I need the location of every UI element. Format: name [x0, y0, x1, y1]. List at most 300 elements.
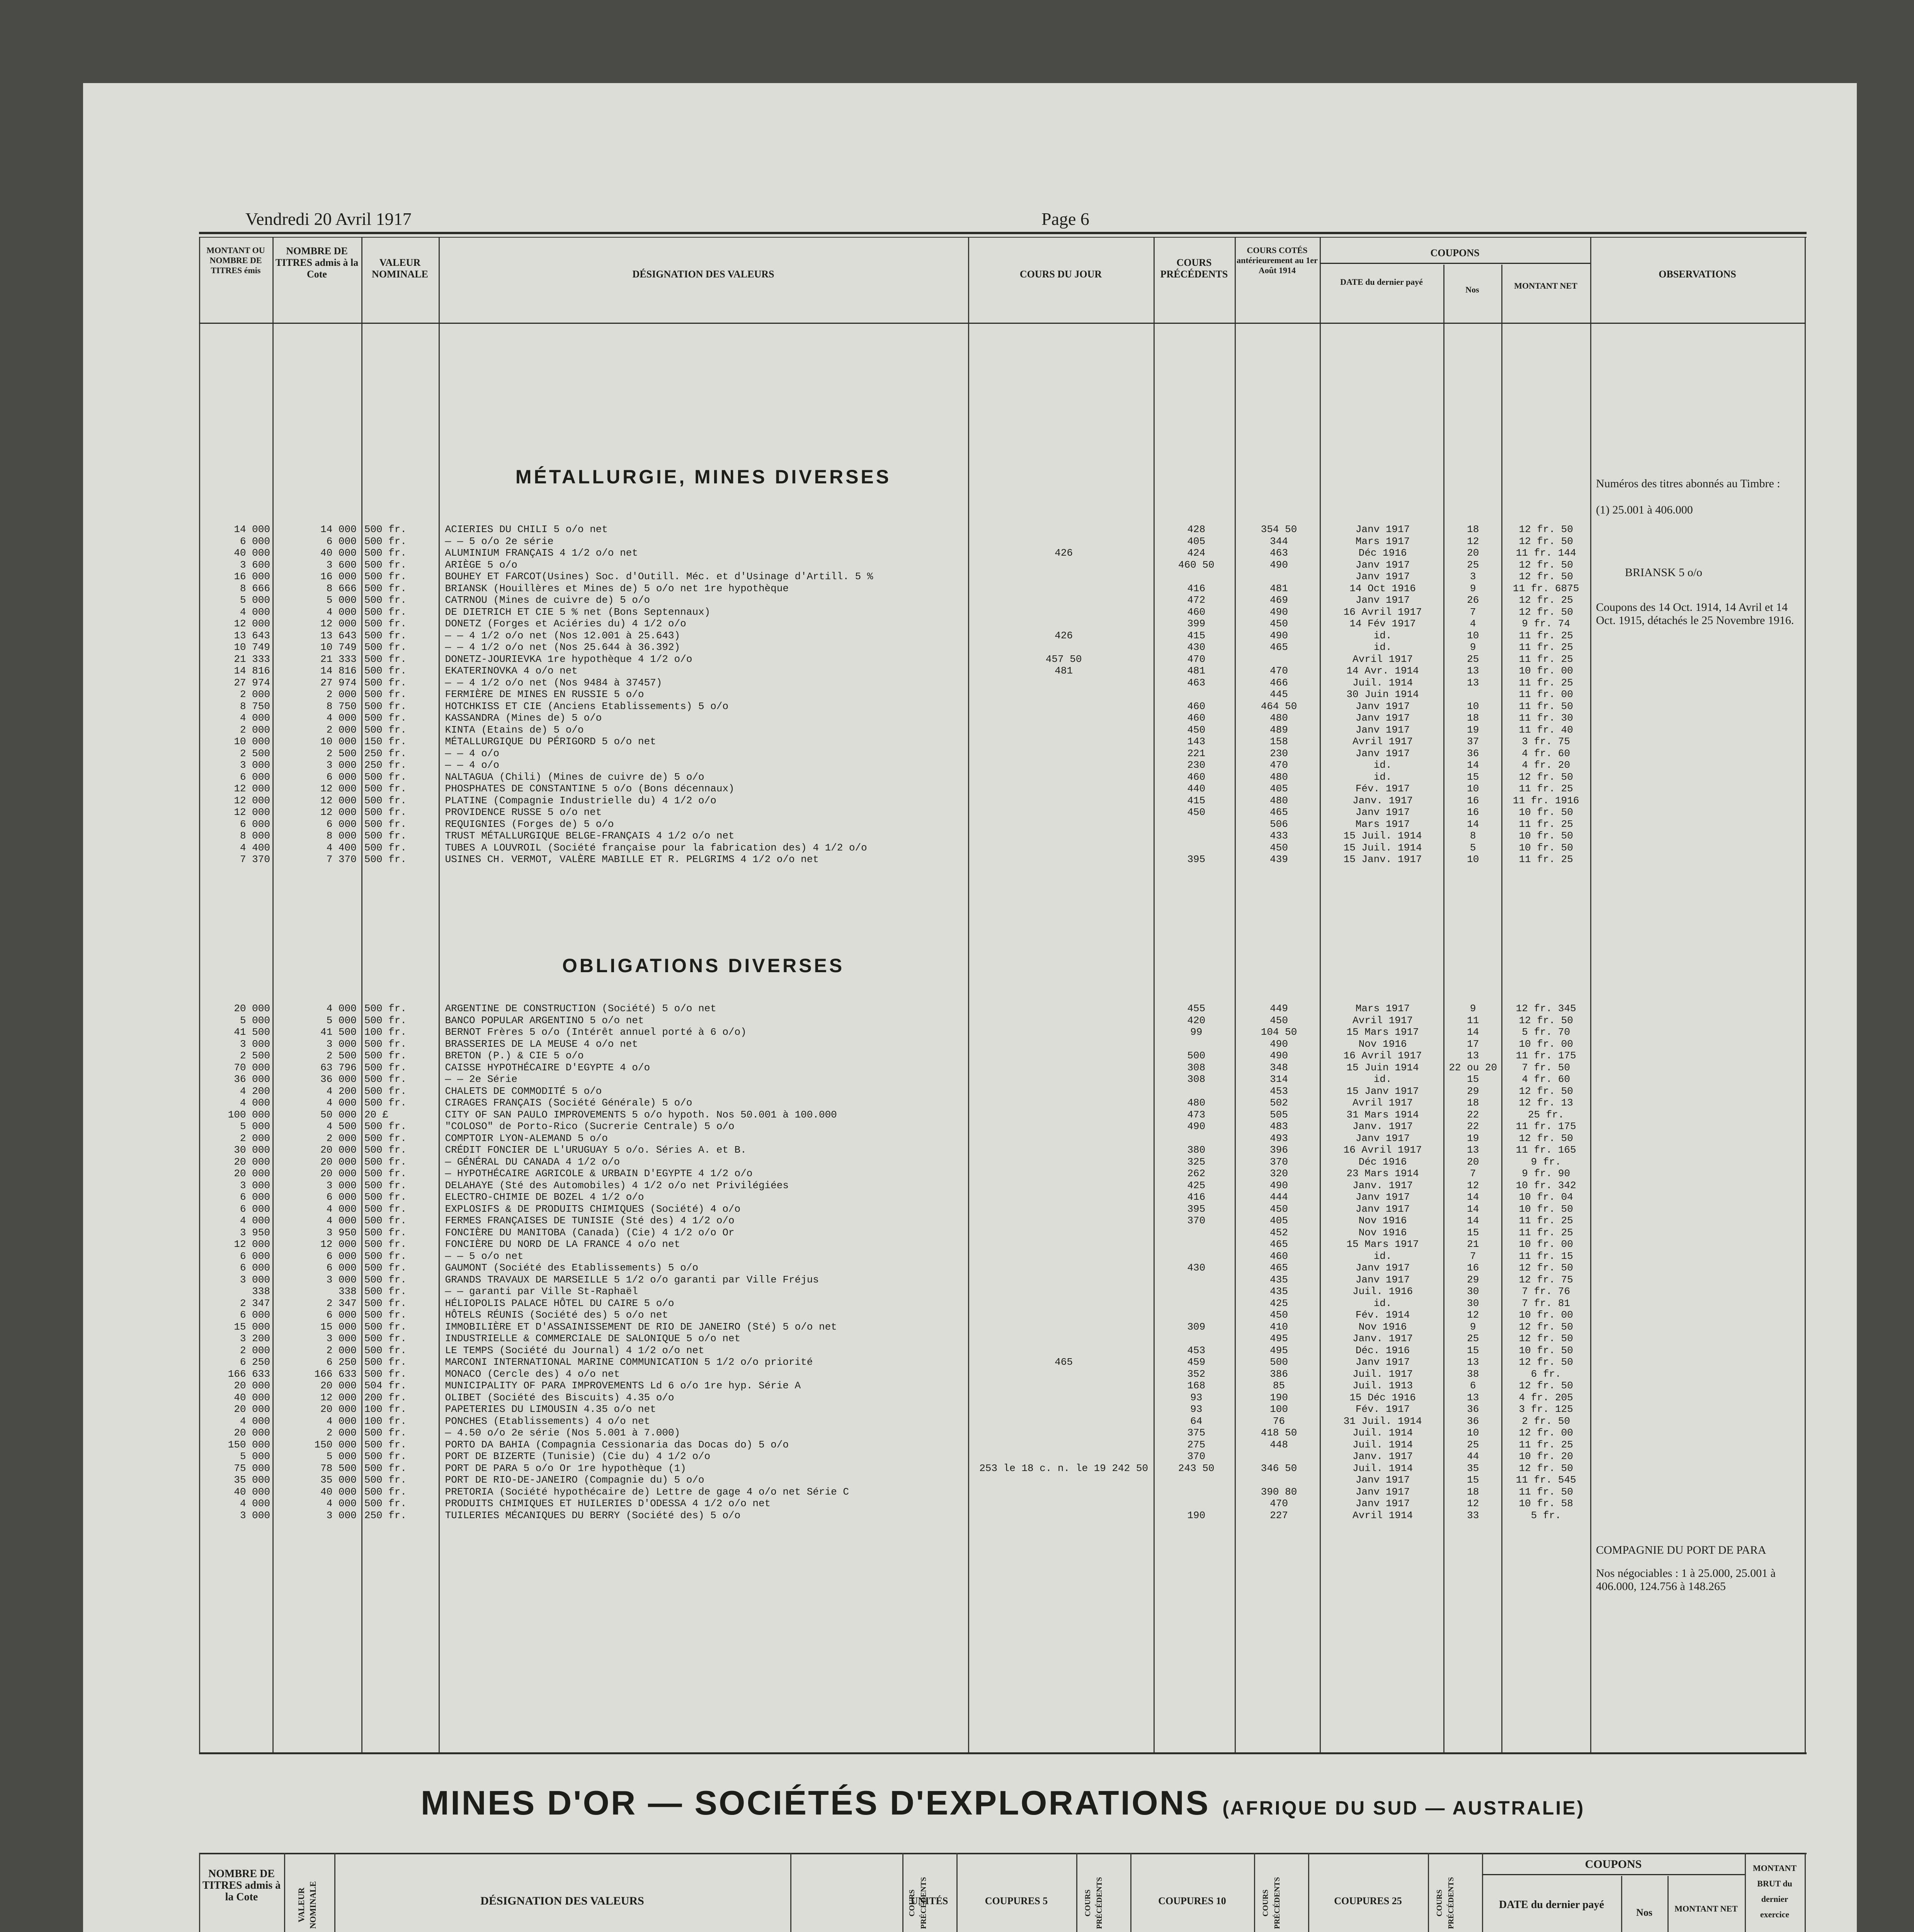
cell-no: 13	[1467, 677, 1479, 689]
cell-admis: 150 000	[314, 1439, 357, 1451]
cell-prec: 420	[1187, 1014, 1206, 1026]
cell-name: KINTA (Etains de) 5 o/o	[445, 724, 584, 736]
cell-prec	[1156, 818, 1237, 830]
mines-col-coupures10: COUPURES 10	[1158, 1895, 1226, 1906]
cell-emis: 2 500	[240, 1050, 270, 1061]
table-row	[199, 653, 1590, 665]
cell-val: 500 fr.	[364, 1132, 407, 1144]
cell-prec	[1156, 571, 1237, 583]
cell-date: 15 Mars 1917	[1346, 1238, 1419, 1250]
table-row	[199, 1498, 1590, 1510]
cell-date: Janv 1917	[1355, 1274, 1410, 1286]
cell-prec: 428	[1187, 524, 1206, 535]
cell-val: 500 fr.	[364, 1003, 407, 1014]
obligations-rows	[199, 1003, 1590, 1521]
cell-name: FERMIÈRE DE MINES EN RUSSIE 5 o/o	[445, 689, 644, 700]
cell-prec: 309	[1187, 1321, 1206, 1333]
cell-prec: 460	[1187, 606, 1206, 618]
table-row	[199, 818, 1590, 830]
cell-val: 500 fr.	[364, 818, 407, 830]
col-valeur: VALEUR NOMINALE	[372, 257, 428, 280]
cell-jour	[971, 759, 1156, 771]
cell-jour	[971, 1368, 1156, 1380]
cell-admis: 21 333	[320, 653, 357, 665]
cell-ant: 227	[1270, 1509, 1288, 1521]
cell-date: Janv 1917	[1355, 806, 1410, 818]
table-row	[199, 1403, 1590, 1415]
cell-emis: 4 200	[240, 1085, 270, 1097]
cell-emis: 35 000	[234, 1474, 270, 1486]
cell-ant: 435	[1270, 1286, 1288, 1297]
cell-name: FONCIÈRE DU MANITOBA (Canada) (Cie) 4 1/2 o/o Or	[445, 1226, 735, 1238]
cell-admis: 3 000	[326, 1333, 357, 1344]
cell-jour	[971, 1109, 1156, 1121]
cell-date: Janv 1917	[1355, 1132, 1410, 1144]
cell-emis: 36 000	[234, 1073, 270, 1085]
cell-val: 500 fr.	[364, 1085, 407, 1097]
cell-jour	[971, 771, 1156, 783]
cell-no: 12	[1467, 1309, 1479, 1321]
cell-no: 29	[1467, 1274, 1479, 1286]
cell-no: 3	[1470, 571, 1476, 582]
cell-val: 500 fr.	[364, 1286, 407, 1297]
cell-no: 16	[1467, 806, 1479, 818]
cell-emis: 10 749	[234, 641, 270, 653]
cell-admis: 20 000	[320, 1144, 357, 1156]
cell-date: 14 Oct 1916	[1349, 582, 1416, 594]
cell-name: — GÉNÉRAL DU CANADA 4 1/2 o/o	[445, 1156, 620, 1168]
cell-val: 250 fr.	[364, 1509, 407, 1521]
cell-date: Janv. 1917	[1353, 1179, 1413, 1191]
cell-no: 12	[1467, 1179, 1479, 1191]
table-row	[199, 736, 1590, 748]
cell-name: — — 2e Série	[445, 1073, 517, 1085]
cell-no: 15	[1467, 1344, 1479, 1356]
cell-net: 12 fr. 50	[1519, 1132, 1573, 1144]
cell-no: 22	[1467, 1121, 1479, 1132]
cell-val: 500 fr.	[364, 524, 407, 535]
cell-ant: 418 50	[1261, 1427, 1297, 1439]
cell-ant: 470	[1270, 665, 1288, 677]
cell-no: 26	[1467, 594, 1479, 606]
cell-ant: 76	[1273, 1415, 1285, 1427]
cell-jour	[971, 536, 1156, 548]
cell-net: 11 fr. 00	[1519, 689, 1573, 700]
cell-ant: 314	[1270, 1073, 1288, 1085]
cell-no	[1444, 689, 1502, 701]
cell-date: Janv 1917	[1355, 1203, 1410, 1215]
cell-ant: 104 50	[1261, 1026, 1297, 1038]
table-row	[199, 1144, 1590, 1156]
cell-emis: 6 000	[240, 818, 270, 830]
cell-prec: 64	[1190, 1415, 1203, 1427]
table-row	[199, 1180, 1590, 1192]
cell-jour	[971, 641, 1156, 653]
cell-date: Nov 1916	[1358, 1215, 1407, 1226]
cell-ant: 495	[1270, 1333, 1288, 1344]
cell-jour	[971, 712, 1156, 724]
cell-name: PORTO DA BAHIA (Compagnia Cessionaria das Docas do) 5 o/o	[445, 1439, 789, 1451]
cell-name: — — 4 o/o	[445, 759, 500, 771]
cell-admis: 20 000	[320, 1168, 357, 1179]
cell-emis: 2 347	[240, 1297, 270, 1309]
cell-jour	[971, 1085, 1156, 1097]
cell-no: 10	[1467, 783, 1479, 794]
mines-title-block	[199, 1783, 1807, 1823]
obs-port-para: COMPAGNIE DU PORT DE PARA	[1596, 1544, 1766, 1556]
cell-no: 9	[1470, 582, 1476, 594]
cell-jour	[971, 1498, 1156, 1510]
cell-date: 15 Mars 1917	[1346, 1026, 1419, 1038]
table-row	[199, 1392, 1590, 1404]
cell-jour	[971, 1203, 1156, 1215]
cell-emis: 12 000	[234, 618, 270, 629]
cell-admis: 3 000	[326, 1038, 357, 1050]
cell-prec: 325	[1187, 1156, 1206, 1168]
cell-no: 18	[1467, 524, 1479, 535]
cell-name: CRÉDIT FONCIER DE L'URUGUAY 5 o/o. Séries A. et B.	[445, 1144, 747, 1156]
table-row	[199, 641, 1590, 653]
cell-emis: 100 000	[228, 1109, 270, 1121]
cell-ant	[1237, 1451, 1321, 1463]
cell-name: FERMES FRANÇAISES DE TUNISIE (Sté des) 4 1/2 o/o	[445, 1215, 735, 1226]
table-row	[199, 830, 1590, 842]
cell-emis: 30 000	[234, 1144, 270, 1156]
cell-name: — — 4 o/o	[445, 747, 500, 759]
cell-name: DELAHAYE (Sté des Automobiles) 4 1/2 o/o net Privilégiées	[445, 1179, 789, 1191]
table-row	[199, 1380, 1590, 1392]
cell-net: 5 fr.	[1531, 1509, 1561, 1521]
cell-jour	[971, 1274, 1156, 1286]
cell-admis: 12 000	[320, 1238, 357, 1250]
cell-date: Janv 1917	[1355, 1498, 1410, 1509]
cell-net: 10 fr. 00	[1519, 1238, 1573, 1250]
cell-name: GAUMONT (Société des Etablissements) 5 o/o	[445, 1262, 698, 1274]
cell-prec: 424	[1187, 547, 1206, 559]
cell-ant: 490	[1270, 559, 1288, 571]
cell-val: 250 fr.	[364, 759, 407, 771]
table-row	[199, 1015, 1590, 1027]
cell-val: 500 fr.	[364, 783, 407, 794]
cell-emis: 6 000	[240, 1203, 270, 1215]
cell-ant: 230	[1270, 747, 1288, 759]
cell-prec	[1156, 1274, 1237, 1286]
cell-jour	[971, 1298, 1156, 1310]
cell-date: Avril 1917	[1353, 736, 1413, 747]
cell-val: 500 fr.	[364, 571, 407, 582]
cell-name: REQUIGNIES (Forges de) 5 o/o	[445, 818, 614, 830]
cell-val: 500 fr.	[364, 724, 407, 736]
cell-admis: 5 000	[326, 1451, 357, 1462]
cell-admis: 12 000	[320, 1391, 357, 1403]
cell-admis: 15 000	[320, 1321, 357, 1333]
cell-net: 12 fr. 75	[1519, 1274, 1573, 1286]
cell-no: 30	[1467, 1286, 1479, 1297]
cell-net: 11 fr. 30	[1519, 712, 1573, 724]
cell-emis: 21 333	[234, 653, 270, 665]
col-nombre: NOMBRE DE TITRES admis à la Cote	[275, 245, 359, 280]
cell-date: 15 Juil. 1914	[1343, 830, 1422, 842]
cell-admis: 6 000	[326, 1309, 357, 1321]
cell-emis: 6 000	[240, 771, 270, 783]
cell-jour: 253 le 18 c. n. le 19 242 50	[979, 1462, 1148, 1474]
cell-emis: 3 950	[240, 1226, 270, 1238]
cell-no: 19	[1467, 1132, 1479, 1144]
cell-emis: 3 200	[240, 1333, 270, 1344]
cell-jour	[971, 1121, 1156, 1133]
cell-ant: 354 50	[1261, 524, 1297, 535]
cell-name: EKATERINOVKA 4 o/o net	[445, 665, 578, 677]
cell-ant: 490	[1270, 1038, 1288, 1050]
cell-net: 11 fr. 144	[1516, 547, 1576, 559]
cell-date: Janv 1917	[1355, 1191, 1410, 1203]
cell-name: CATRNOU (Mines de cuivre de) 5 o/o	[445, 594, 650, 606]
cell-net: 4 fr. 205	[1519, 1391, 1573, 1403]
cell-val: 500 fr.	[364, 1297, 407, 1309]
cell-admis: 4 400	[326, 842, 357, 854]
cell-emis: 6 000	[240, 1262, 270, 1274]
cell-emis: 12 000	[234, 806, 270, 818]
cell-val: 500 fr.	[364, 842, 407, 854]
cell-ant: 490	[1270, 1050, 1288, 1061]
cell-val: 500 fr.	[364, 1451, 407, 1462]
table-row	[199, 1097, 1590, 1109]
cell-jour: 426	[1055, 547, 1073, 559]
cell-prec	[1156, 1227, 1237, 1239]
cell-prec	[1156, 1486, 1237, 1498]
cell-net: 9 fr.	[1531, 1156, 1561, 1168]
mines-col-brut: MONTANT BRUT du dernier exercice	[1752, 1863, 1797, 1919]
cell-emis: 5 000	[240, 1451, 270, 1462]
table-row	[199, 630, 1590, 642]
cell-val: 500 fr.	[364, 1427, 407, 1439]
cell-date: Fév. 1914	[1355, 1309, 1410, 1321]
cell-emis: 10 000	[234, 736, 270, 747]
cell-prec: 416	[1187, 582, 1206, 594]
table-row	[199, 1215, 1590, 1227]
cell-net: 12 fr. 50	[1519, 1014, 1573, 1026]
cell-name: PROVIDENCE RUSSE 5 o/o net	[445, 806, 602, 818]
cell-jour	[971, 1227, 1156, 1239]
cell-admis: 41 500	[320, 1026, 357, 1038]
cell-prec	[1156, 1298, 1237, 1310]
cell-date: 15 Janv 1917	[1346, 1085, 1419, 1097]
cell-prec: 262	[1187, 1168, 1206, 1179]
cell-prec: 190	[1187, 1509, 1206, 1521]
cell-val: 500 fr.	[364, 806, 407, 818]
cell-name: NALTAGUA (Chili) (Mines de cuivre de) 5 o/o	[445, 771, 704, 783]
cell-date: Janv 1917	[1355, 1474, 1410, 1486]
cell-date: Janv 1917	[1355, 524, 1410, 535]
cell-no: 10	[1467, 854, 1479, 865]
cell-date: Mars 1917	[1355, 535, 1410, 547]
cell-prec: 143	[1187, 736, 1206, 747]
cell-no: 13	[1467, 1356, 1479, 1368]
cell-prec: 450	[1187, 724, 1206, 736]
cell-jour	[971, 818, 1156, 830]
cell-name: OLIBET (Société des Biscuits) 4.35 o/o	[445, 1391, 674, 1403]
cell-emis: 6 000	[240, 1250, 270, 1262]
cell-val: 500 fr.	[364, 1050, 407, 1061]
cell-val: 500 fr.	[364, 665, 407, 677]
cell-net: 11 fr. 25	[1519, 818, 1573, 830]
cell-admis: 6 000	[326, 771, 357, 783]
cell-jour	[971, 1180, 1156, 1192]
cell-name: BANCO POPULAR ARGENTINO 5 o/o net	[445, 1014, 644, 1026]
cell-date: Déc 1916	[1358, 1156, 1407, 1168]
cell-date: Janv. 1917	[1353, 1451, 1413, 1462]
cell-val: 500 fr.	[364, 1144, 407, 1156]
cell-emis: 2 000	[240, 689, 270, 700]
cell-emis: 12 000	[234, 794, 270, 806]
cell-admis: 2 000	[326, 724, 357, 736]
obs-range-1: (1) 25.001 à 406.000	[1596, 503, 1693, 516]
cell-val: 500 fr.	[364, 1309, 407, 1321]
cell-no: 10	[1467, 629, 1479, 641]
cell-jour	[971, 571, 1156, 583]
cell-net: 10 fr. 50	[1519, 806, 1573, 818]
cell-ant: 506	[1270, 818, 1288, 830]
cell-name: BRIANSK (Houillères et Mines de) 5 o/o net 1re hypothèque	[445, 582, 789, 594]
cell-admis: 6 000	[326, 818, 357, 830]
cell-prec: 352	[1187, 1368, 1206, 1380]
cell-no: 15	[1467, 1073, 1479, 1085]
cell-net: 11 fr. 25	[1519, 629, 1573, 641]
table-row	[199, 712, 1590, 724]
cell-jour	[971, 677, 1156, 689]
cell-ant: 370	[1270, 1156, 1288, 1168]
cell-admis: 6 250	[326, 1356, 357, 1368]
cell-admis: 4 000	[326, 712, 357, 724]
cell-date: Avril 1914	[1353, 1509, 1413, 1521]
cell-admis: 8 750	[326, 700, 357, 712]
cell-admis: 20 000	[320, 1380, 357, 1391]
cell-emis: 4 400	[240, 842, 270, 854]
cell-net: 11 fr. 15	[1519, 1250, 1573, 1262]
table-row	[199, 1486, 1590, 1498]
cell-no: 19	[1467, 724, 1479, 736]
cell-admis: 10 000	[320, 736, 357, 747]
cell-ant	[1237, 1474, 1321, 1486]
cell-emis: 15 000	[234, 1321, 270, 1333]
cell-name: BOUHEY ET FARCOT(Usines) Soc. d'Outill. Méc. et d'Usinage d'Artill. 5 %	[445, 571, 873, 582]
cell-date: Juil. 1916	[1353, 1286, 1413, 1297]
cell-admis: 20 000	[320, 1156, 357, 1168]
cell-jour: 465	[1055, 1356, 1073, 1368]
cell-net: 7 fr. 50	[1522, 1061, 1570, 1073]
cell-date: Déc. 1916	[1355, 1344, 1410, 1356]
cell-net: 11 fr. 1916	[1512, 794, 1579, 806]
col-montant: MONTANT OU NOMBRE DE TITRES émis	[206, 245, 265, 275]
cell-ant: 410	[1270, 1321, 1288, 1333]
cell-no: 15	[1467, 1226, 1479, 1238]
mines-col-prec4: COURS PRÉCÉDENTS	[1435, 1877, 1455, 1929]
cell-emis: 20 000	[234, 1156, 270, 1168]
cell-net: 10 fr. 342	[1516, 1179, 1576, 1191]
cell-admis: 4 000	[326, 1003, 357, 1014]
cell-name: BERNOT Frères 5 o/o (Intérêt annuel porté à 6 o/o)	[445, 1026, 747, 1038]
mines-top-rule	[199, 1853, 1807, 1854]
table-row	[199, 1274, 1590, 1286]
cell-admis: 6 000	[326, 1191, 357, 1203]
cell-admis: 6 000	[326, 535, 357, 547]
cell-net: 11 fr. 25	[1519, 677, 1573, 689]
cell-ant: 490	[1270, 1179, 1288, 1191]
cell-emis: 75 000	[234, 1462, 270, 1474]
cell-net: 25 fr.	[1528, 1109, 1564, 1121]
cell-jour	[971, 1403, 1156, 1415]
cell-ant: 463	[1270, 547, 1288, 559]
cell-jour: 457 50	[1045, 653, 1082, 665]
cell-jour	[971, 795, 1156, 807]
cell-ant: 405	[1270, 783, 1288, 794]
cell-no: 14	[1467, 1191, 1479, 1203]
cell-name: PORT DE PARA 5 o/o Or 1re hypothèque (1)	[445, 1462, 686, 1474]
cell-jour	[971, 748, 1156, 760]
cell-jour	[971, 1439, 1156, 1451]
cell-admis: 40 000	[320, 1486, 357, 1498]
cell-no: 7	[1470, 1168, 1476, 1179]
cell-jour	[971, 1392, 1156, 1404]
cell-net: 11 fr. 545	[1516, 1474, 1576, 1486]
cell-val: 500 fr.	[364, 830, 407, 842]
cell-prec	[1156, 1286, 1237, 1298]
cell-ant: 460	[1270, 1250, 1288, 1262]
cell-admis: 27 974	[320, 677, 357, 689]
table-row	[199, 1356, 1590, 1368]
cell-name: BRETON (P.) & CIE 5 o/o	[445, 1050, 584, 1061]
cell-admis: 14 816	[320, 665, 357, 677]
cell-prec: 455	[1187, 1003, 1206, 1014]
cell-jour	[971, 1333, 1156, 1345]
cell-admis: 16 000	[320, 571, 357, 582]
cell-no: 12	[1467, 1498, 1479, 1509]
cell-prec: 500	[1187, 1050, 1206, 1061]
cell-admis: 3 000	[326, 1179, 357, 1191]
cell-emis: 13 643	[234, 629, 270, 641]
cell-no: 35	[1467, 1462, 1479, 1474]
cell-ant: 480	[1270, 771, 1288, 783]
cell-date: id.	[1373, 1297, 1392, 1309]
cell-date: 31 Mars 1914	[1346, 1109, 1419, 1121]
cell-val: 200 fr.	[364, 1391, 407, 1403]
table-row	[199, 724, 1590, 736]
table-row	[199, 606, 1590, 618]
cell-name: MUNICIPALITY OF PARA IMPROVEMENTS Ld 6 o/o 1re hyp. Série A	[445, 1380, 801, 1391]
cell-ant: 493	[1270, 1132, 1288, 1144]
cell-no: 16	[1467, 794, 1479, 806]
table-row	[199, 1286, 1590, 1298]
cell-no: 30	[1467, 1297, 1479, 1309]
cell-jour	[971, 1133, 1156, 1145]
cell-ant: 448	[1270, 1439, 1288, 1451]
cell-admis: 3 000	[326, 759, 357, 771]
table-row	[199, 594, 1590, 606]
cell-net: 11 fr. 175	[1516, 1050, 1576, 1061]
cell-jour	[971, 1451, 1156, 1463]
cell-val: 500 fr.	[364, 594, 407, 606]
cell-ant: 450	[1270, 1014, 1288, 1026]
cell-net: 11 fr. 25	[1519, 641, 1573, 653]
cell-admis: 3 950	[326, 1226, 357, 1238]
newspaper-page	[83, 83, 1857, 1932]
header-rule	[199, 232, 1807, 234]
cell-no: 10	[1467, 700, 1479, 712]
cell-prec: 243 50	[1178, 1462, 1215, 1474]
cell-ant: 505	[1270, 1109, 1288, 1121]
mines-col-valeur: VALEUR NOMINALE	[296, 1881, 318, 1929]
cell-date: 14 Avr. 1914	[1346, 665, 1419, 677]
